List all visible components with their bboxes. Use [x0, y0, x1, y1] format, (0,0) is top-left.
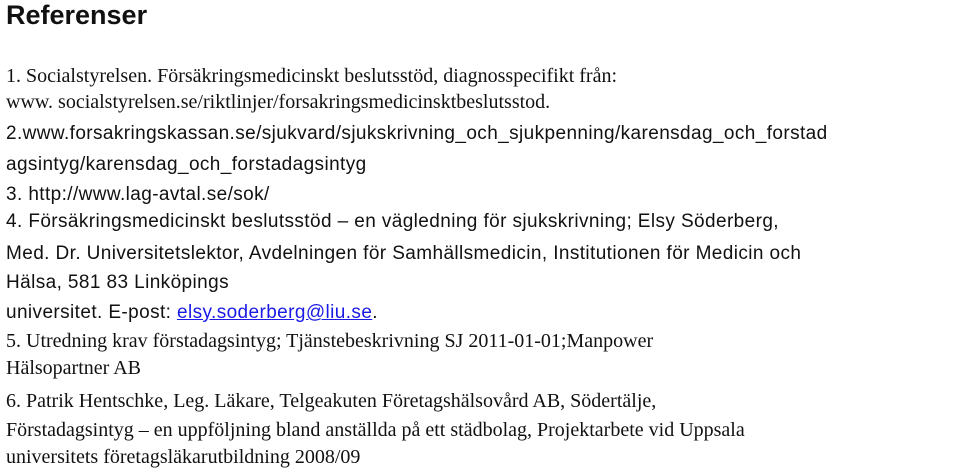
reference-4-line-1: 4. Försäkringsmedicinskt beslutsstöd – en vägledning för sjukskrivning; Elsy Söderberg,: [6, 211, 779, 232]
reference-5-line-2: Hälsopartner AB: [6, 357, 141, 379]
reference-2-line-2: agsintyg/karensdag_och_forstadagsintyg: [6, 154, 367, 175]
reference-6-line-2: Förstadagsintyg – en uppföljning bland anställda på ett städbolag, Projektarbete vid Uppsala: [6, 419, 745, 441]
reference-4-line-4: [6, 301, 378, 325]
reference-6-line-1: 6. Patrik Hentschke, Leg. Läkare, Telgeakuten Företagshälsovård AB, Södertälje,: [6, 390, 657, 412]
email-prefix: universitet. E-post:: [6, 302, 178, 323]
reference-4-line-3: Hälsa, 581 83 Linköpings: [6, 272, 229, 293]
reference-1-line-1: 1. Socialstyrelsen. Försäkringsmedicinskt beslutsstöd, diagnosspecifikt från:: [6, 65, 618, 87]
reference-5-line-1: 5. Utredning krav förstadagsintyg; Tjänstebeskrivning SJ 2011-01-01;Manpower: [6, 330, 654, 352]
reference-1-line-2: www. socialstyrelsen.se/riktlinjer/forsakringsmedicinskt​beslutsstod.: [6, 91, 551, 113]
email-link[interactable]: elsy.soderberg@liu.se: [177, 302, 373, 323]
email-suffix: .: [372, 302, 378, 323]
reference-3-line: 3. http://www.lag-avtal.se/sok/: [6, 184, 270, 205]
reference-4-line-2: Med. Dr. Universitetslektor, Avdelningen för Samhällsmedicin, Institutionen för Medicin och: [6, 243, 802, 264]
reference-6-line-3: universitets företagsläkarutbildning 2008/09: [6, 446, 361, 468]
reference-2-line-1: 2.www.forsakringskassan.se/sjukvard/sjukskrivning_och_sjukpenning/karensdag_och_forstad: [6, 123, 828, 144]
page-title: Referenser: [6, 0, 148, 30]
